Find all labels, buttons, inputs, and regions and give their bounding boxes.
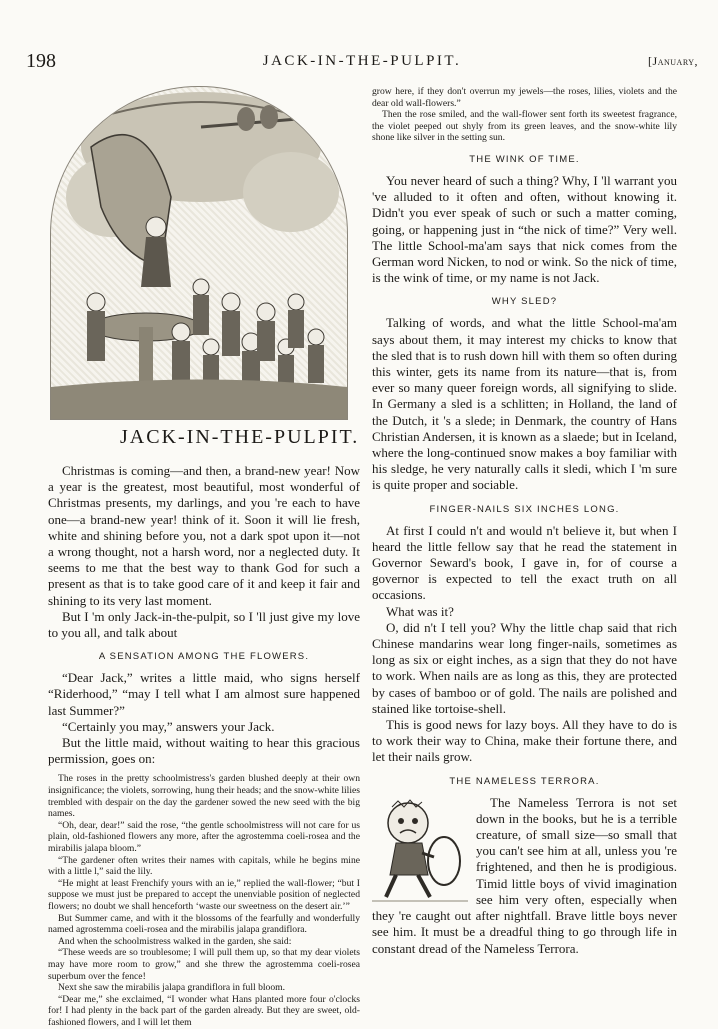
nails-paragraph: At first I could n't and would n't believe it, but when I heard the little fellow say that he read the statement in Governor Seward's book, I gave in, for of course a governor is expected to tell the exact truth on all occasions. — [372, 522, 677, 603]
left-column — [48, 86, 360, 1029]
story-paragraph: “Oh, dear, dear!” said the rose, “the gentle schoolmistress will not care for us plain, old-fashioned flowers any more, after the agrostemma coeli-rosea and the mirabilis jalapa bloom.” — [48, 819, 360, 855]
story-paragraph: “Dear me,” she exclaimed, “I wonder what Hans planted more four o'clocks for! I had plenty in the back part of the garden already. But they are sweet, old-fashioned flowers, and I will let them — [48, 993, 360, 1028]
illustration-drawing — [51, 87, 347, 419]
nails-paragraph: O, did n't I tell you? Why the little chap said that rich Chinese mandarins wear long finger-nails, sometimes as long as six or eight inches, as a sign that they do not have to work. When nails are as long as this, they are protected by cases of bamboo or of gold. The nails are polished and stained like tortoise-shell. — [372, 619, 677, 716]
sensation-text — [48, 670, 360, 767]
intro-text — [48, 463, 360, 641]
story-paragraph: And when the schoolmistress walked in the garden, she said: — [58, 935, 292, 947]
section-heading-sled: WHY SLED? — [491, 296, 558, 308]
article-title: JACK-IN-THE-PULPIT. — [120, 426, 360, 448]
story-paragraph: The roses in the pretty schoolmistress's garden blushed deeply at their own insignificance; the violets, sorrowing, hung their heads; and the snow-white lilies trembled with despair on the day the gardener sowed the new seed with the big names. — [48, 773, 360, 820]
issue-month: [January, — [648, 54, 698, 68]
running-header — [26, 50, 698, 74]
terrora-paragraph: The Nameless Terrora is not set down in the books, but he is a terrible creature, of small size—so small that you can't see him at all, unless you 're frightened, and then he is prodigious. Timid little boys of vivid imagination see him very often, especially when they 're caught out after nightfall. Brave little boys never see him. It must be a dreadful thing to go through life in constant dread of the Nameless Terrora. — [372, 794, 677, 956]
story-paragraph: “He might at least Frenchify yours with an ie,” replied the wall-flower; “but I suppose we must just be prepared to accept the unenviable position of neglected flowers; no doubt we shall henceforth ‘waste our sweetness on the desert air.’” — [48, 877, 360, 912]
nails-paragraph: This is good news for lazy boys. All they have to do is to work their way to China, make their fortune there, and let their nails grow. — [372, 717, 677, 765]
story-paragraph: “These weeds are so troublesome; I will pull them up, so that my dear violets may have more room to grow,” and she threw the agrostemma coeli-rosea superbum over the fence! — [48, 947, 360, 982]
wink-paragraph: You never heard of such a thing? Why, I 'll warrant you 've alluded to it often and often, without knowing it. Didn't you ever speak of such or such a matter coming, going, or happening just in “the nick of time?” Very well. The little School-ma'am says that nick comes from the German word Nicken, to nod or wink. So the nick of time, is the wink of time, or my name is not Jack. — [372, 172, 677, 286]
story-paragraph: But Summer came, and with it the blossoms of the fearfully and wonderfully named agrostemma coeli-rosea and the mirabilis jalapa grandiflora. — [48, 912, 360, 936]
story-paragraph: Next she saw the mirabilis jalapa grandiflora in full bloom. — [58, 982, 285, 994]
wink-text — [372, 173, 677, 286]
flower-story-continued — [372, 86, 677, 144]
page-number: 198 — [26, 50, 56, 72]
terrora-text — [372, 795, 677, 957]
flower-story — [48, 773, 360, 1028]
story-paragraph: “The gardener often writes their names with capitals, while he begins mine with a little l,” said the lily. — [48, 854, 360, 878]
sled-paragraph: Talking of words, and what the little School-ma'am says about them, it may interest my chicks to know that the sled that is to rush down hill with them so often during this winter, gets its name from its nature—that is, from ever so many queer foreign words, all signifying to slide. In Germany a sled is a schlitten; in Holland, the land of the Dutch, it 's a slede; in Denmark, the country of Hans Christian Andersen, it is known as a slaede; but in Iceland, where the long-continued snow makes a boy familiar with his sledge, he very naturally calls it sledi, which I 'm sure is quite proper and sociable. — [372, 315, 677, 493]
nails-text — [372, 523, 677, 766]
section-heading-sensation: A SENSATION AMONG THE FLOWERS. — [98, 651, 310, 663]
nails-paragraph: What was it? — [386, 603, 454, 619]
section-heading-terrora: THE NAMELESS TERRORA. — [449, 775, 600, 787]
terrora-drawing — [372, 797, 468, 905]
story-paragraph: Then the rose smiled, and the wall-flower sent forth its sweetest fragrance, the violet peeped out shyly from its green leaves, and the snow-white lily shone like silver in the setting sun. — [372, 109, 677, 144]
sensation-paragraph: “Certainly you may,” answers your Jack. — [62, 718, 275, 734]
sled-text — [372, 315, 677, 493]
section-heading-nails: FINGER-NAILS SIX INCHES LONG. — [429, 503, 620, 515]
intro-paragraph: Christmas is coming—and then, a brand-new year! Now a year is the greatest, most beautiful, most wonderful of Christmas presents, my darlings, and you 're each to have one—a brand-new year! think of it. Soon it will lie fresh, white and shining before you, not a dark spot upon it—not a wrong thought, not a harsh word, nor a neglected duty. It seems to me that the best way to thank God for such a present as that is to take good care of it and keep it fair and shining to its very last moment. — [48, 463, 360, 608]
section-heading-wink: THE WINK OF TIME. — [469, 153, 580, 165]
sensation-paragraph: But the little maid, without waiting to hear this gracious permission, goes on: — [48, 735, 360, 767]
right-column — [372, 86, 677, 957]
terrora-illustration — [372, 797, 468, 905]
jack-in-the-pulpit-illustration — [50, 86, 348, 420]
sensation-paragraph: “Dear Jack,” writes a little maid, who signs herself “Riderhood,” “may I tell what I am almost sure happened last Summer?” — [48, 670, 360, 718]
story-paragraph: grow here, if they don't overrun my jewels—the roses, lilies, violets and the dear old wall-flowers.” — [372, 86, 677, 109]
running-title: JACK-IN-THE-PULPIT. — [262, 53, 462, 69]
intro-paragraph: But I 'm only Jack-in-the-pulpit, so I 'll just give my love to you all, and talk about — [48, 608, 360, 641]
